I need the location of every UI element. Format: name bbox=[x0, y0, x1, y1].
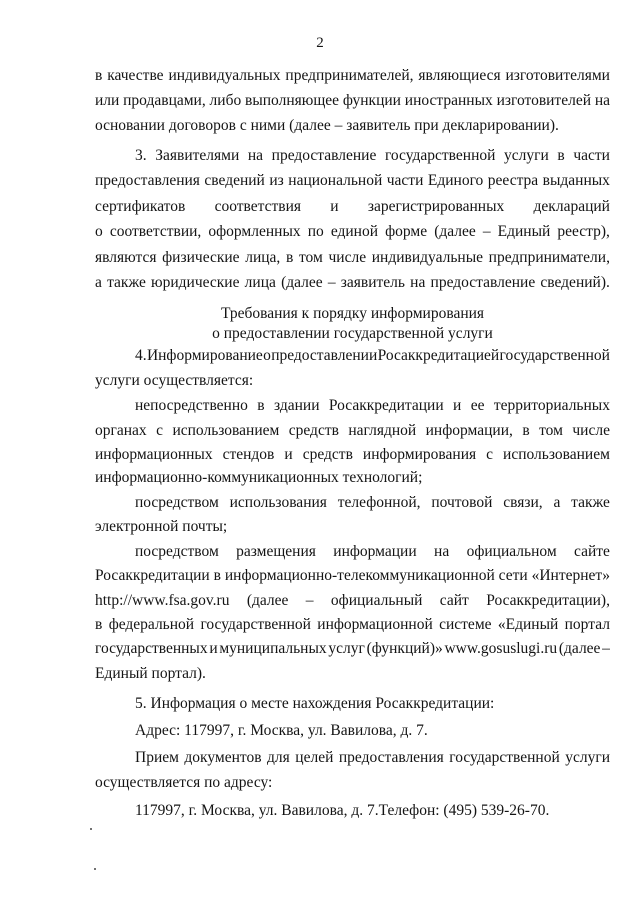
word: портал bbox=[564, 616, 610, 633]
word: том bbox=[539, 422, 563, 439]
word: использованием bbox=[172, 422, 280, 439]
word: единой bbox=[330, 223, 379, 240]
word: размещения bbox=[236, 543, 316, 560]
word: почтовой bbox=[431, 494, 493, 511]
word: Росаккредитации), bbox=[486, 592, 610, 609]
word: (далее bbox=[246, 592, 289, 609]
word: телефонной, bbox=[337, 494, 421, 511]
text-line bbox=[135, 492, 610, 514]
word: Заявителями bbox=[155, 147, 240, 164]
word: и bbox=[453, 397, 462, 414]
word: деклараций bbox=[533, 198, 610, 215]
word: Единый bbox=[497, 223, 551, 240]
word: (далее bbox=[558, 640, 601, 657]
word: «Интернет» bbox=[531, 567, 610, 584]
word: федеральной bbox=[108, 616, 195, 633]
word: Единого bbox=[427, 172, 484, 189]
word: информации bbox=[333, 543, 417, 560]
text-line bbox=[95, 590, 610, 612]
word: информационной bbox=[317, 616, 433, 633]
word: услуги bbox=[565, 749, 610, 766]
section-heading-line: Требования к порядку информирования bbox=[220, 305, 485, 322]
word: официальный bbox=[330, 592, 423, 609]
word: с bbox=[156, 422, 163, 439]
word: части bbox=[386, 172, 424, 189]
word: либо bbox=[209, 92, 242, 109]
word: изготовителями bbox=[505, 67, 610, 84]
text-line bbox=[95, 420, 610, 442]
word: реестр), bbox=[557, 223, 610, 240]
word: средств bbox=[288, 422, 339, 439]
text-line bbox=[135, 747, 610, 769]
word: использования bbox=[229, 494, 327, 511]
word: о bbox=[263, 347, 271, 364]
word: также bbox=[571, 494, 610, 511]
word: (функций)» bbox=[366, 640, 443, 657]
word: индивидуальные bbox=[371, 249, 483, 266]
word: в bbox=[257, 397, 265, 414]
word: выполняющее bbox=[245, 92, 340, 109]
word: целей bbox=[295, 749, 334, 766]
text-line bbox=[95, 247, 610, 269]
word: на bbox=[594, 92, 610, 109]
word: системе bbox=[439, 616, 492, 633]
word: а bbox=[553, 494, 561, 511]
text-line bbox=[95, 272, 610, 294]
word: Росаккредитации bbox=[328, 397, 444, 414]
word: на bbox=[410, 274, 426, 291]
text-line: электронной почты; bbox=[95, 518, 228, 535]
text-line: 5. Информация о месте нахождения Росаккредитации: bbox=[135, 695, 495, 712]
word: здании bbox=[274, 397, 320, 414]
scan-speck bbox=[94, 868, 96, 870]
word: физические bbox=[162, 249, 240, 266]
word: предоставлении bbox=[271, 347, 378, 364]
word: изготовителей bbox=[496, 92, 591, 109]
text-line: информационно-коммуникационных технологий; bbox=[95, 469, 423, 486]
word: www.gosuslugi.ru bbox=[444, 640, 558, 657]
word: использованием bbox=[503, 446, 610, 463]
word: заявитель bbox=[340, 274, 405, 291]
word: в bbox=[285, 249, 294, 266]
word: сайте bbox=[574, 543, 610, 560]
word: посредством bbox=[135, 494, 219, 511]
word: являющиеся bbox=[418, 67, 501, 84]
word: в bbox=[557, 147, 565, 164]
word: национальной bbox=[288, 172, 383, 189]
word: Прием bbox=[135, 749, 179, 766]
word: 4. bbox=[135, 347, 147, 364]
word: с bbox=[486, 446, 494, 463]
word: предпринимателей, bbox=[285, 67, 414, 84]
word: средств bbox=[302, 446, 353, 463]
word: непосредственно bbox=[135, 397, 248, 414]
word: предоставления bbox=[95, 172, 200, 189]
word: и bbox=[330, 198, 339, 215]
word: государственной bbox=[384, 147, 496, 164]
word: юридические bbox=[151, 274, 240, 291]
word: на bbox=[247, 147, 264, 164]
word: реестра bbox=[487, 172, 539, 189]
word: лица bbox=[244, 274, 276, 291]
word: качестве bbox=[107, 67, 164, 84]
word: и bbox=[284, 446, 293, 463]
text-line: Адрес: 117997, г. Москва, ул. Вавилова, д. 7. bbox=[135, 722, 428, 739]
word: из bbox=[269, 172, 284, 189]
word: о bbox=[95, 223, 103, 240]
section-heading-line: о предоставлении государственной услуги bbox=[212, 325, 493, 342]
word: официальном bbox=[466, 543, 557, 560]
word: – bbox=[327, 274, 336, 291]
word: сети bbox=[498, 567, 528, 584]
word: соответствия bbox=[214, 198, 302, 215]
word: по bbox=[307, 223, 324, 240]
word: лица, bbox=[245, 249, 281, 266]
word: государственной bbox=[499, 347, 610, 364]
word: «Единый bbox=[497, 616, 559, 633]
word: государственных bbox=[95, 640, 208, 657]
text-line bbox=[135, 345, 610, 367]
word: предоставление bbox=[430, 274, 536, 291]
text-line: осуществляется по адресу: bbox=[95, 774, 273, 791]
word: сертификатов bbox=[95, 198, 186, 215]
word: государственной bbox=[449, 749, 560, 766]
word: соответствии, bbox=[109, 223, 202, 240]
text-line: 117997, г. Москва, ул. Вавилова, д. 7.Телефон: (495) 539-26-70. bbox=[135, 802, 550, 819]
word: посредством bbox=[135, 543, 219, 560]
word: также bbox=[107, 274, 146, 291]
page-number: 2 bbox=[316, 35, 324, 51]
word: предоставления bbox=[338, 749, 444, 766]
text-line bbox=[135, 145, 610, 167]
word: том bbox=[298, 249, 323, 266]
word: информирования bbox=[362, 446, 477, 463]
text-line: услуги осуществляется: bbox=[95, 372, 254, 389]
word: в bbox=[213, 567, 221, 584]
word: и bbox=[209, 640, 218, 657]
text-line bbox=[95, 614, 610, 636]
word: ее bbox=[470, 397, 485, 414]
word: оформленных bbox=[208, 223, 301, 240]
word: сайт bbox=[439, 592, 469, 609]
word: (далее bbox=[434, 223, 476, 240]
word: 3. bbox=[135, 147, 147, 164]
word: функции bbox=[342, 92, 401, 109]
word: на bbox=[434, 543, 450, 560]
word: стендов bbox=[222, 446, 275, 463]
word: индивидуальных bbox=[168, 67, 281, 84]
word: предоставление bbox=[271, 147, 377, 164]
word: числе bbox=[572, 422, 610, 439]
word: для bbox=[267, 749, 290, 766]
word: – bbox=[602, 640, 610, 657]
word: в bbox=[522, 422, 530, 439]
text-line bbox=[95, 65, 610, 87]
word: документов bbox=[184, 749, 262, 766]
word: Росаккредитацией bbox=[377, 347, 500, 364]
text-line bbox=[95, 565, 610, 587]
word: форме bbox=[385, 223, 428, 240]
word: наглядной bbox=[348, 422, 417, 439]
word: в bbox=[95, 616, 103, 633]
text-line bbox=[95, 444, 610, 466]
word: или bbox=[95, 92, 120, 109]
word: в bbox=[95, 67, 103, 84]
word: Росаккредитации bbox=[95, 567, 210, 584]
text-line bbox=[95, 90, 610, 112]
text-line: основании договоров с ними (далее – заявитель при декларировании). bbox=[95, 117, 559, 134]
word: являются bbox=[95, 249, 157, 266]
word: государственной bbox=[200, 616, 311, 633]
text-line bbox=[95, 638, 610, 660]
text-line: Единый портал). bbox=[95, 665, 206, 682]
word: муниципальных bbox=[219, 640, 327, 657]
text-line bbox=[135, 541, 610, 563]
word: – bbox=[482, 223, 491, 240]
word: территориальных bbox=[493, 397, 610, 414]
text-line bbox=[95, 170, 610, 192]
word: выданных bbox=[542, 172, 610, 189]
text-line bbox=[95, 196, 610, 218]
word: зарегистрированных bbox=[367, 198, 505, 215]
word: иностранных bbox=[404, 92, 493, 109]
text-line bbox=[95, 221, 610, 243]
word: органах bbox=[95, 422, 147, 439]
text-line bbox=[135, 395, 610, 417]
word: информационных bbox=[95, 446, 213, 463]
word: http://www.fsa.gov.ru bbox=[95, 592, 230, 609]
word: услуги bbox=[504, 147, 549, 164]
word: услуг bbox=[328, 640, 365, 657]
word: сведений). bbox=[540, 274, 610, 291]
word: предприниматели, bbox=[488, 249, 610, 266]
word: сведений bbox=[204, 172, 265, 189]
word: числе bbox=[328, 249, 367, 266]
word: информационно-телекоммуникационной bbox=[224, 567, 495, 584]
word: – bbox=[305, 592, 314, 609]
word: Информирование bbox=[146, 347, 263, 364]
scan-speck bbox=[90, 828, 92, 830]
word: части bbox=[573, 147, 610, 164]
word: продавцами, bbox=[123, 92, 206, 109]
word: связи, bbox=[503, 494, 543, 511]
word: (далее bbox=[281, 274, 323, 291]
word: а bbox=[95, 274, 102, 291]
word: информации, bbox=[425, 422, 513, 439]
